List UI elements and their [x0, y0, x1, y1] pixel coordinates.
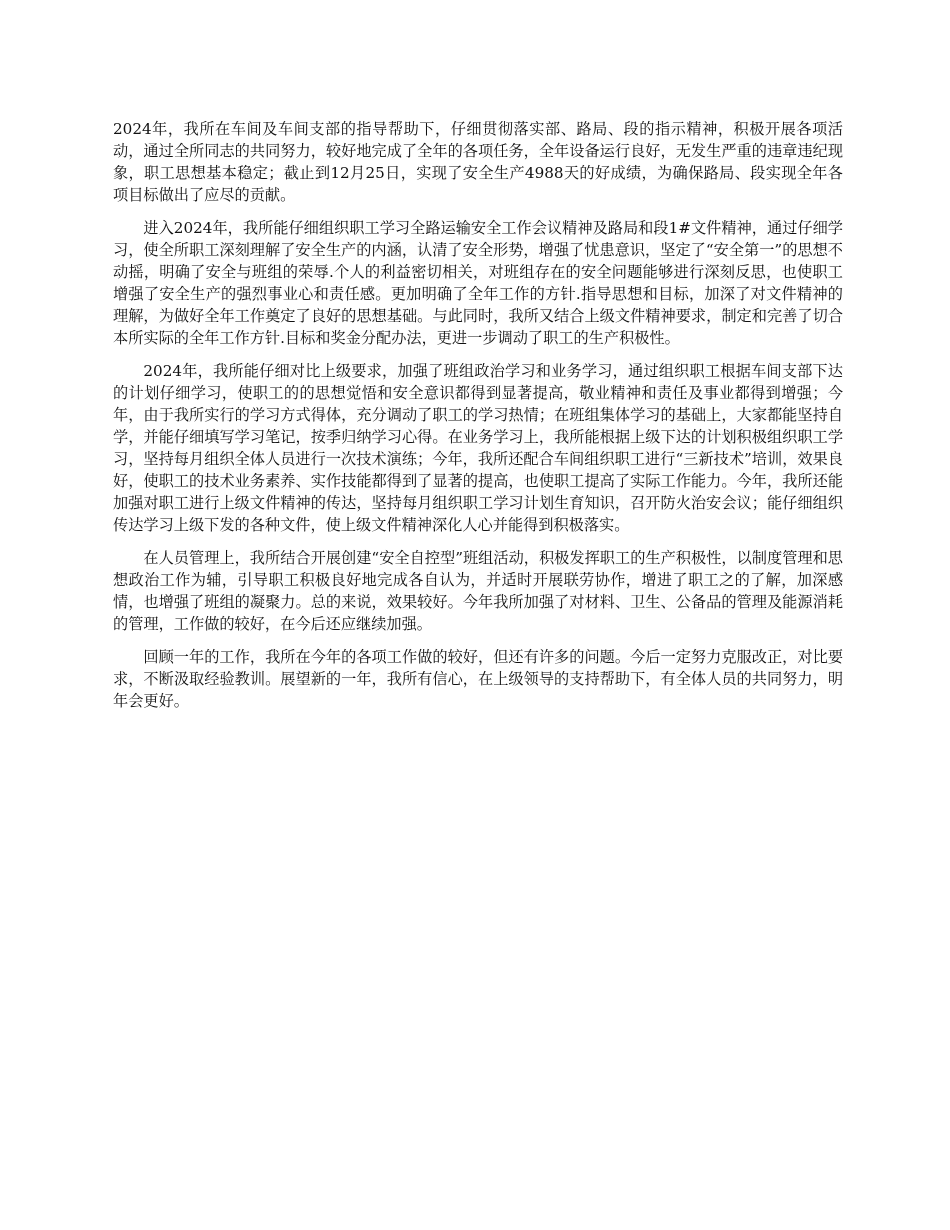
paragraph-4: 在人员管理上，我所结合开展创建“安全自控型”班组活动，积极发挥职工的生产积极性，以制度管理和思想政治工作为辅，引导职工积极良好地完成各自认为，并适时开展联劳协作，增进了职工之的了解，加深感情，也增强了班组的凝聚力。总的来说，效果较好。今年我所加强了对材料、卫生、公备品的管理及能源消耗的管理，工作做的较好，在今后还应继续加强。 — [113, 549, 843, 633]
paragraph-2: 进入2024年，我所能仔细组织职工学习全路运输安全工作会议精神及路局和段1#文件精神，通过仔细学习，使全所职工深刻理解了安全生产的内涵，认清了安全形势，增强了忧患意识，坚定了“安全第一”的思想不动摇，明确了安全与班组的荣辱.个人的利益密切相关，对班组存在的安全问题能够进行深刻反思，也使职工增强了安全生产的强烈事业心和责任感。更加明确了全年工作的方针.指导思想和目标，加深了对文件精神的理解，为做好全年工作奠定了良好的思想基础。与此同时，我所又结合上级文件精神要求，制定和完善了切合本所实际的全年工作方针.目标和奖金分配办法，更进一步调动了职工的生产积极性。 — [113, 219, 843, 347]
document-body — [113, 118, 843, 723]
paragraph-3: 2024年，我所能仔细对比上级要求，加强了班组政治学习和业务学习，通过组织职工根据车间支部下达的计划仔细学习，使职工的的思想觉悟和安全意识都得到显著提高，敬业精神和责任及事业都得到增强；今年，由于我所实行的学习方式得体，充分调动了职工的学习热情；在班组集体学习的基础上，大家都能坚持自学，并能仔细填写学习笔记，按季归纳学习心得。在业务学习上，我所能根据上级下达的计划积极组织职工学习，坚持每月组织全体人员进行一次技术演练；今年，我所还配合车间组织职工进行“三新技术”培训，效果良好，使职工的技术业务素养、实作技能都得到了显著的提高，也使职工提高了实际工作能力。今年，我所还能加强对职工进行上级文件精神的传达，坚持每月组织职工学习计划生育知识，召开防火治安会议；能仔细组织传达学习上级下发的各种文件，使上级文件精神深化人心并能得到积极落实。 — [113, 362, 843, 534]
paragraph-1: 2024年，我所在车间及车间支部的指导帮助下，仔细贯彻落实部、路局、段的指示精神，积极开展各项活动，通过全所同志的共同努力，较好地完成了全年的各项任务，全年设备运行良好，无发生严重的违章违纪现象，职工思想基本稳定；截止到12月25日，实现了安全生产4988天的好成绩，为确保路局、段实现全年各项目标做出了应尽的贡献。 — [113, 120, 843, 204]
paragraph-5: 回顾一年的工作，我所在今年的各项工作做的较好，但还有许多的问题。今后一定努力克服改正，对比要求，不断汲取经验教训。展望新的一年，我所有信心，在上级领导的支持帮助下，有全体人员的共同努力，明年会更好。 — [113, 648, 843, 710]
